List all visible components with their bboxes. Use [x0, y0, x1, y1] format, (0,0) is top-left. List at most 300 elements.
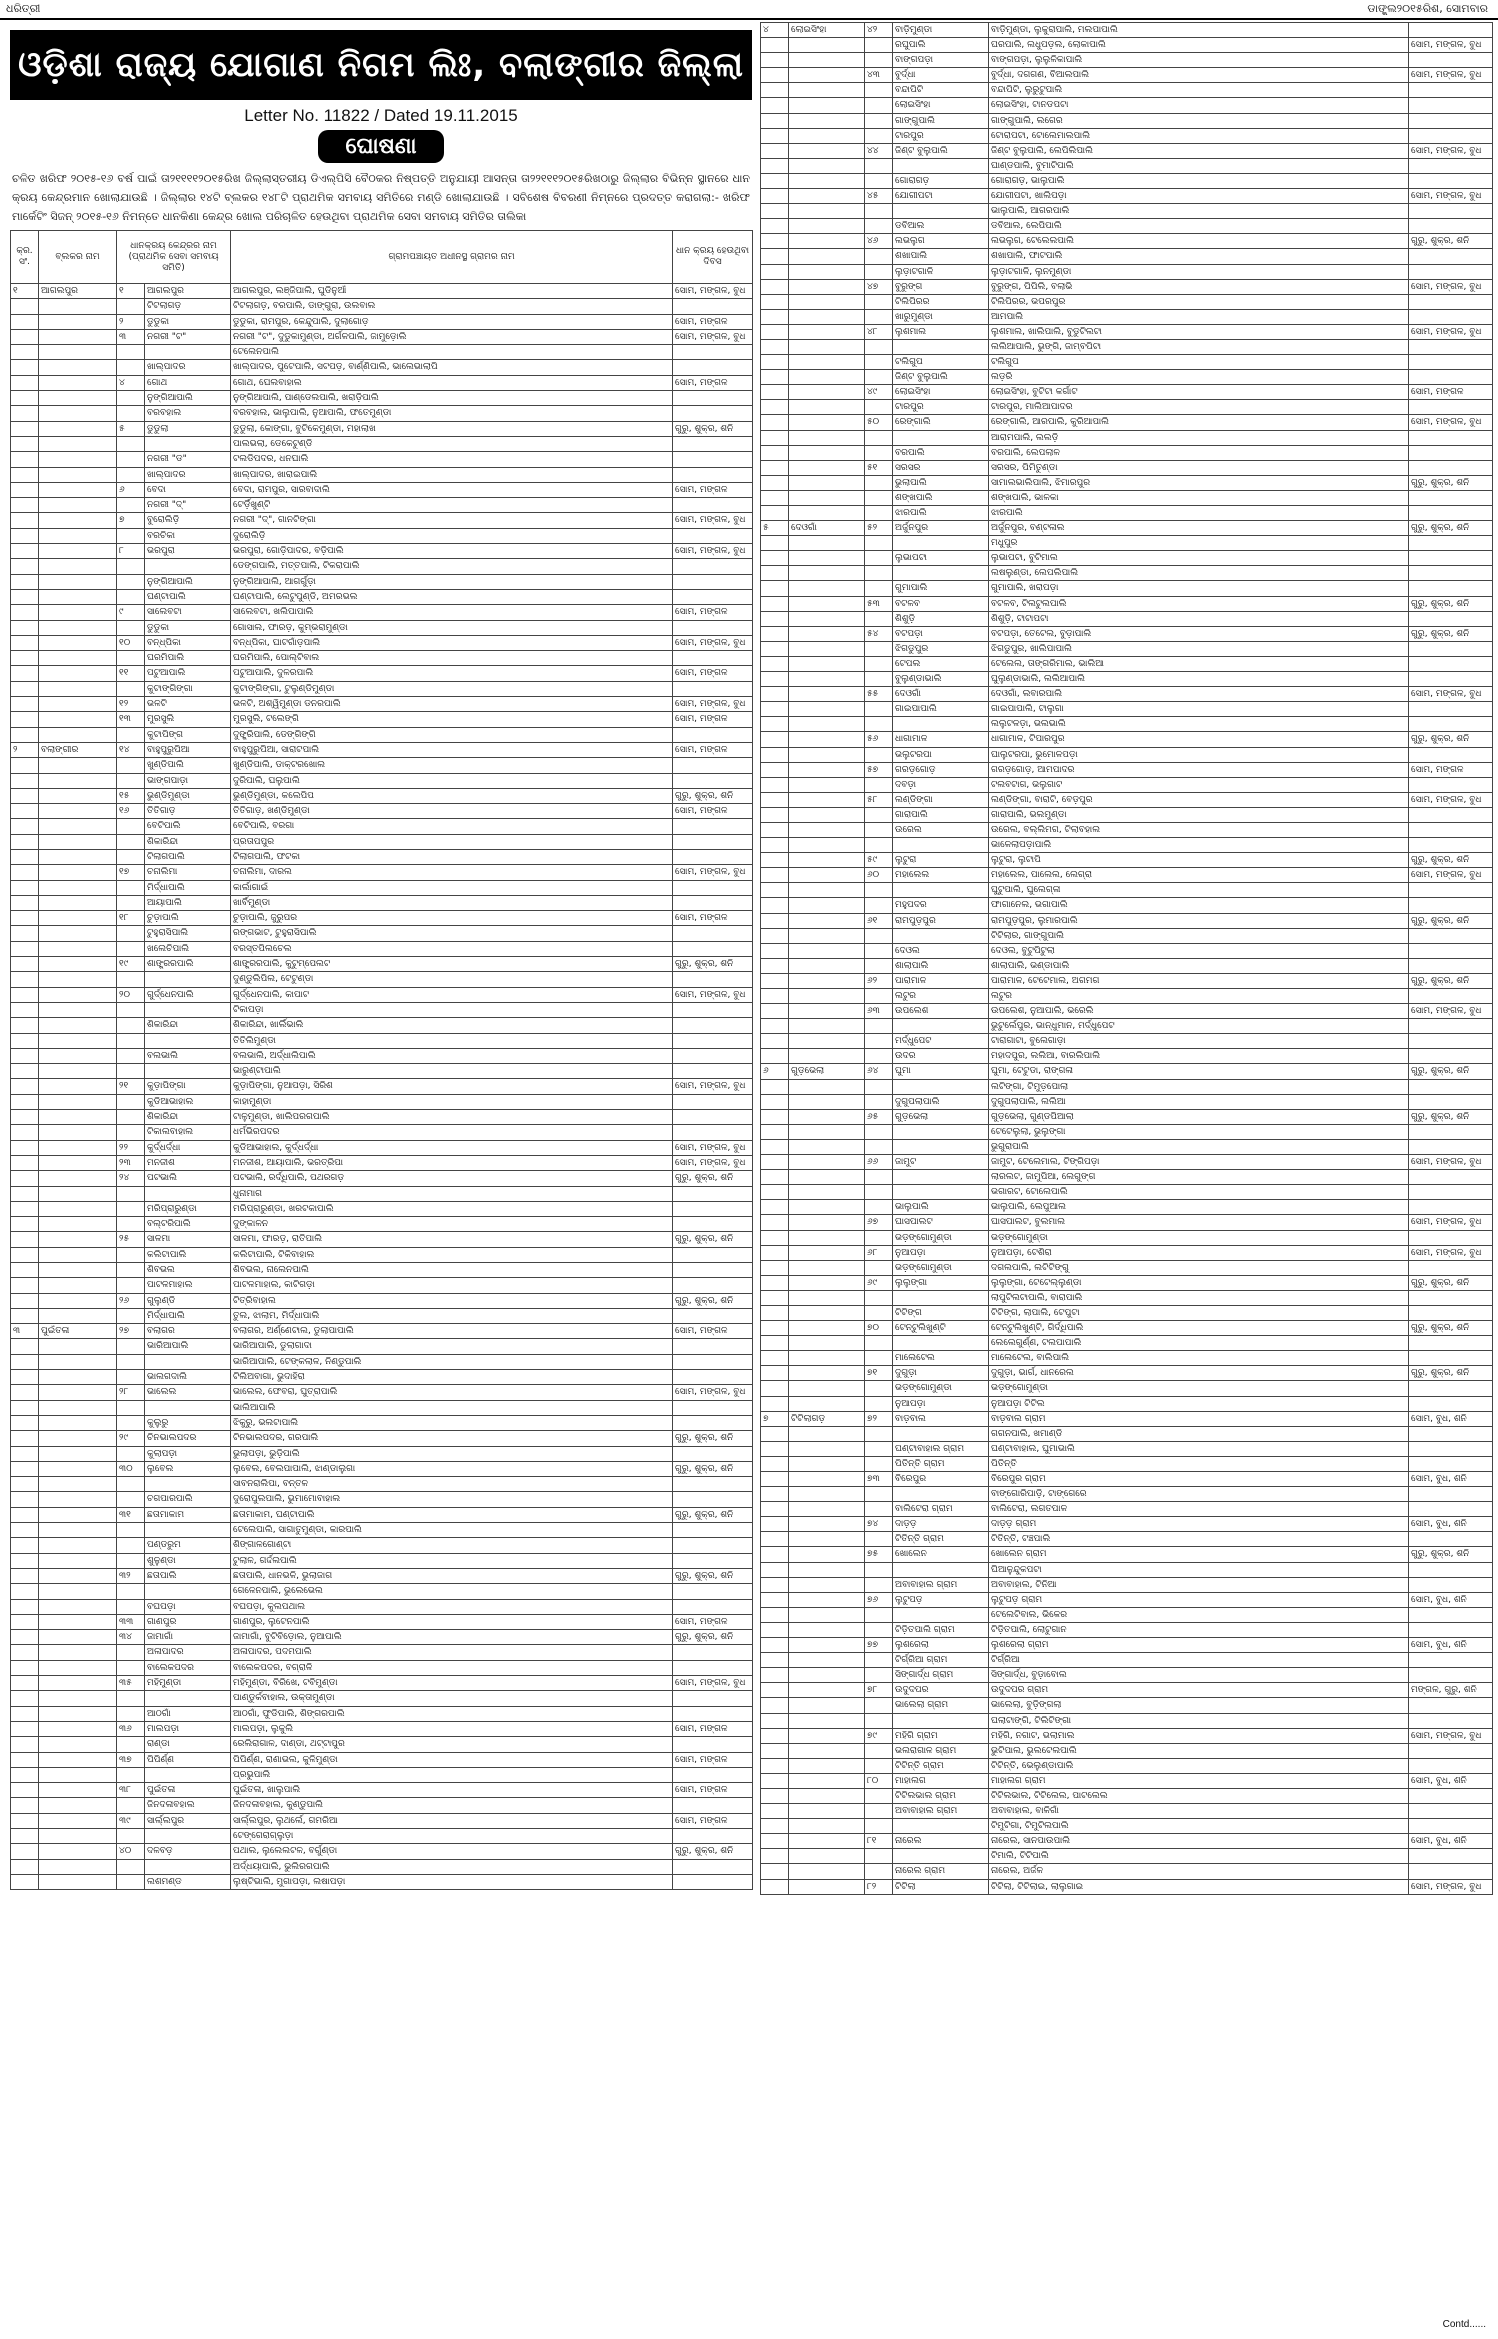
serial-cell [11, 972, 39, 987]
notice-heading: ଘୋଷଣା [318, 130, 445, 163]
block-cell [789, 506, 865, 521]
gp-cell: ବରପାଲି [893, 445, 989, 460]
block-cell [789, 1260, 865, 1275]
serial-cell [761, 38, 789, 53]
villages-cell: ଗାଇପାପାଲି, ଟାଲୁଗା [989, 702, 1409, 717]
block-cell [39, 1308, 117, 1323]
villages-cell: ଖୁଣ୍ଡିପାଲି, ଡାକ୍ଟରଖୋଲ [231, 758, 673, 773]
serial-cell [11, 712, 39, 727]
gp-cell: ଲୁଟୁରା [893, 853, 989, 868]
table-row [11, 574, 753, 589]
days-cell: ଗୁରୁ, ଶୁକ୍ର, ଶନି [673, 1232, 753, 1247]
centre-number-cell [865, 1743, 893, 1758]
gp-cell: ଉପଲେଶ [893, 1004, 989, 1019]
serial-cell [761, 1758, 789, 1773]
table-row [11, 1813, 753, 1828]
serial-cell: ୩ [11, 1324, 39, 1339]
block-cell [789, 822, 865, 837]
gp-cell: ପଟୁଆପାଲି [145, 666, 231, 681]
block-cell [39, 513, 117, 528]
villages-cell: କଲିଟାପାଲି, ଟିକିବାହାଲ [231, 1247, 673, 1262]
days-cell: ସୋମ, ମଙ୍ଗଳ, ବୁଧ [1409, 1155, 1493, 1170]
block-cell [789, 1532, 865, 1547]
table-row [11, 1767, 753, 1782]
days-cell [673, 1048, 753, 1063]
villages-cell: ଦୁଙ୍ଗ୍ରିପାଲି, ଡେଙ୍ଗିଙ୍ଗି [231, 727, 673, 742]
villages-cell: ତିତିଗାଡ଼, ଖଣ୍ଡିମୁଣ୍ଡା [231, 804, 673, 819]
gp-cell: ରେଙ୍ଗାଲି [893, 415, 989, 430]
block-cell [789, 928, 865, 943]
villages-cell: ଗାଙ୍ଗୁପାଲି, ଲଗେର [989, 113, 1409, 128]
days-cell: ଗୁରୁ, ଶୁକ୍ର, ଶନି [1409, 1321, 1493, 1336]
days-cell [673, 834, 753, 849]
gp-cell: ବଲଭାଲି [145, 1048, 231, 1063]
serial-cell [761, 1788, 789, 1803]
villages-cell: ଟେର୍ଡ଼ିଖୁଣ୍ଟି [231, 498, 673, 513]
gp-cell: ବଟପଡ଼ା [893, 626, 989, 641]
centre-number-cell [117, 1263, 145, 1278]
table-row [761, 1230, 1493, 1245]
block-cell [39, 1507, 117, 1522]
table-row [761, 958, 1493, 973]
centre-number-cell [865, 1653, 893, 1668]
days-cell [1409, 445, 1493, 460]
serial-cell [761, 1532, 789, 1547]
centre-number-cell [117, 360, 145, 375]
centre-number-cell [865, 958, 893, 973]
gp-cell: ଟିଡ଼ିତପାଲି ଗ୍ରାମ [893, 1622, 989, 1637]
days-cell [1409, 1456, 1493, 1471]
centre-number-cell [117, 391, 145, 406]
villages-cell: ଟିକାପଡ଼ା [231, 1002, 673, 1017]
days-cell [1409, 611, 1493, 626]
serial-cell [761, 898, 789, 913]
villages-cell: ଭାଲୁପାଲି, ଲେପୁଆଲ [989, 1200, 1409, 1215]
serial-cell [761, 1079, 789, 1094]
days-cell [1409, 822, 1493, 837]
centre-number-cell [865, 1819, 893, 1834]
block-cell [789, 475, 865, 490]
table-row [11, 1064, 753, 1079]
table-row [761, 309, 1493, 324]
centre-number-cell: ୪୯ [865, 385, 893, 400]
centre-number-cell [865, 1788, 893, 1803]
gp-cell: ବରବହାଲ [145, 406, 231, 421]
table-row [11, 1538, 753, 1553]
gp-cell: ଲୁଲୁଙ୍ଗା [893, 1275, 989, 1290]
table-row [11, 1308, 753, 1323]
table-row [761, 1396, 1493, 1411]
villages-cell: ସାଳମା, ଫାରଡ଼, ରାତିପାଲି [231, 1232, 673, 1247]
serial-cell [761, 973, 789, 988]
days-cell [1409, 158, 1493, 173]
villages-cell: ନୁଙ୍ଗିଆପାଲି, ଆଗର୍ଗୁଡ଼ା [231, 574, 673, 589]
block-cell [789, 566, 865, 581]
table-row [11, 1721, 753, 1736]
block-cell [789, 1758, 865, 1773]
serial-cell [761, 1290, 789, 1305]
villages-cell: ଘଲାଟାଙ୍ଗି, ଟିଲିଟିଙ୍ଗା [989, 1713, 1409, 1728]
table-row [11, 1018, 753, 1033]
centre-number-cell [865, 264, 893, 279]
table-row [11, 1492, 753, 1507]
serial-cell [11, 1048, 39, 1063]
centre-number-cell [865, 1849, 893, 1864]
days-cell: ଗୁରୁ, ଶୁକ୍ର, ଶନି [673, 421, 753, 436]
villages-cell: ବୁର୍ଦ୍ଧା, ଦଗଗଣ, ବିଆଲପାଲି [989, 68, 1409, 83]
centre-number-cell: ୬୯ [865, 1275, 893, 1290]
serial-cell [761, 355, 789, 370]
gp-cell [145, 1354, 231, 1369]
serial-cell [11, 1630, 39, 1645]
block-cell [39, 987, 117, 1002]
centre-number-cell [117, 559, 145, 574]
gp-cell: ଗରଡ଼ଗୋଡ଼ [893, 762, 989, 777]
days-cell [673, 1400, 753, 1415]
block-cell [789, 777, 865, 792]
centre-number-cell [117, 834, 145, 849]
centre-number-cell: ୫୧ [865, 460, 893, 475]
centre-number-cell: ୬୮ [865, 1245, 893, 1260]
days-cell [1409, 928, 1493, 943]
col-header-block: ବ୍ଲକର ନାମ [39, 231, 117, 284]
villages-cell: ରଙ୍ଗଭାଟ, ଟୁହୁରାସିପାଲି [231, 926, 673, 941]
serial-cell [761, 838, 789, 853]
table-row [11, 941, 753, 956]
centre-number-cell: ୩୫ [117, 1676, 145, 1691]
gp-cell: ବନ୍ଧ୍‌ପିକା [145, 635, 231, 650]
gp-cell: ଚିନଭାଲପଦର [145, 1431, 231, 1446]
villages-cell: ବରବହାଲ, ଭାଲୁପାଲି, ନୁଆପାଲି, ଫତେମୁଣ୍ଡା [231, 406, 673, 421]
serial-cell [11, 513, 39, 528]
villages-cell: ରେଙ୍ଗାଲି, ଆରପାଲି, କୁରିଆପାଲି [989, 415, 1409, 430]
serial-cell [11, 1415, 39, 1430]
table-row [11, 1415, 753, 1430]
gp-cell: ଲୁଭାପଟା [893, 551, 989, 566]
block-cell [39, 360, 117, 375]
table-row [11, 1232, 753, 1247]
gp-cell: ବୁରୁଙ୍ଗ [893, 279, 989, 294]
block-cell [39, 1048, 117, 1063]
gp-cell [893, 1849, 989, 1864]
days-cell [673, 1278, 753, 1293]
centre-number-cell [117, 926, 145, 941]
serial-cell [11, 1553, 39, 1568]
gp-cell: ଉଦର [893, 1049, 989, 1064]
centre-number-cell: ୬୭ [865, 1215, 893, 1230]
days-cell [673, 1002, 753, 1017]
serial-cell: ୧ [11, 284, 39, 299]
block-cell [39, 1523, 117, 1538]
gp-cell: ଟିଟିଲା [893, 1879, 989, 1894]
villages-cell: ଭୁଣ୍ଡିମୁଣ୍ଡା, କଲେପିପ [231, 788, 673, 803]
block-cell [789, 189, 865, 204]
villages-cell: ବଟପଡ଼ା, ତେଟେଲ, ବୁଡ଼ାପାଲି [989, 626, 1409, 641]
block-cell [789, 339, 865, 354]
villages-cell: ଡୁଡୁକା, ରାମପୁର, କେନ୍ଦୁପାଲି, ଦୁଲାଗୋଡ଼ [231, 314, 673, 329]
serial-cell [761, 1683, 789, 1698]
centre-number-cell: ୭୮ [865, 1683, 893, 1698]
centre-number-cell [117, 1094, 145, 1109]
villages-cell: ଘରପାଲି, ଲଧୁପଡ଼ଲ, ଲୋକାପାଲି [989, 38, 1409, 53]
serial-cell [11, 1033, 39, 1048]
centre-number-cell [117, 1415, 145, 1430]
serial-cell [11, 651, 39, 666]
block-cell [39, 1033, 117, 1048]
gp-cell: ଆଗଲପୁର [145, 284, 231, 299]
table-row [761, 355, 1493, 370]
block-cell [789, 1004, 865, 1019]
villages-cell: ସାବନରାଲିପା, ବନ୍ତଳ [231, 1477, 673, 1492]
serial-cell [761, 762, 789, 777]
gp-cell: ଗୁଡ଼ଭେଲା [893, 1109, 989, 1124]
block-cell [789, 1849, 865, 1864]
table-row [11, 620, 753, 635]
serial-cell [11, 957, 39, 972]
days-cell [1409, 1185, 1493, 1200]
gp-cell: ମିର୍ଦ୍ଧାପାଲି [145, 1308, 231, 1323]
table-row [761, 1185, 1493, 1200]
centre-number-cell [117, 620, 145, 635]
block-cell [789, 1336, 865, 1351]
table-row [761, 113, 1493, 128]
serial-cell [761, 777, 789, 792]
centre-number-cell [865, 204, 893, 219]
block-cell [789, 838, 865, 853]
centre-number-cell [865, 173, 893, 188]
serial-cell [11, 727, 39, 742]
days-cell: ସୋମ, ମଙ୍ଗଳ, ବୁଧ [673, 1385, 753, 1400]
gp-cell: ମହୁପଦର [893, 898, 989, 913]
gp-cell: ଟିଲିପିରର [893, 294, 989, 309]
table-row [11, 391, 753, 406]
gp-cell: ନାରେଲ ଗ୍ରାମ [893, 1864, 989, 1879]
block-cell [789, 868, 865, 883]
table-row [11, 329, 753, 344]
block-cell [789, 1441, 865, 1456]
gp-cell: ଟାରପୁର [893, 128, 989, 143]
centre-number-cell [117, 1110, 145, 1125]
centre-number-cell [865, 370, 893, 385]
serial-cell [11, 299, 39, 314]
serial-cell [11, 391, 39, 406]
table-row [11, 666, 753, 681]
serial-cell [761, 1849, 789, 1864]
block-cell [39, 1844, 117, 1859]
table-row [11, 758, 753, 773]
gp-cell: ଟଲିଗୁପ [893, 355, 989, 370]
centre-number-cell [117, 1278, 145, 1293]
block-cell [789, 1683, 865, 1698]
table-row [761, 732, 1493, 747]
gp-cell: ରାମପୁଡ଼ପୁର [893, 913, 989, 928]
serial-cell [761, 1653, 789, 1668]
gp-cell: ସରସର [893, 460, 989, 475]
serial-cell [11, 1308, 39, 1323]
serial-cell [11, 1599, 39, 1614]
gp-cell [145, 1691, 231, 1706]
days-cell [673, 1247, 753, 1262]
centre-number-cell [117, 1201, 145, 1216]
table-row [11, 697, 753, 712]
days-cell [673, 819, 753, 834]
centre-number-cell [865, 355, 893, 370]
centre-number-cell: ୨ [117, 314, 145, 329]
days-cell: ସୋମ, ମଙ୍ଗଳ [673, 314, 753, 329]
table-row [761, 1562, 1493, 1577]
days-cell [1409, 1487, 1493, 1502]
block-cell [789, 747, 865, 762]
table-row [761, 1517, 1493, 1532]
serial-cell [761, 1577, 789, 1592]
block-cell [789, 1834, 865, 1849]
days-cell: ସୋମ, ମଙ୍ଗଳ [1409, 762, 1493, 777]
gp-cell: ବନ୍ଦାପିଟି [893, 83, 989, 98]
col-header-serial: କ୍ର. ସଂ. [11, 231, 39, 284]
centre-number-cell [865, 219, 893, 234]
centre-number-cell: ୪୫ [865, 189, 893, 204]
serial-cell [761, 656, 789, 671]
table-row [761, 23, 1493, 38]
villages-cell: ଖାଲ୍ପାଦର, ପୁଟେପାଲି, ସଟପଡ଼, ବାର୍ଣ୍ଣିପାଲି, ଭାଲେଭାଲାପି [231, 360, 673, 375]
table-row [11, 1048, 753, 1063]
table-row [761, 1290, 1493, 1305]
villages-cell: ଟିଟିଲା, ଟିଟିଲାଇ, ଲାଲୁଗାଇ [989, 1879, 1409, 1894]
villages-cell: ଭାରିଆପାଲି, ଟେଙ୍କଲାଳ, ନିଣ୍ଡୁପାଲି [231, 1354, 673, 1369]
days-cell [1409, 1034, 1493, 1049]
days-cell: ସୋମ, ମଙ୍ଗଳ, ବୁଧ [1409, 143, 1493, 158]
block-cell [39, 1599, 117, 1614]
centre-number-cell: ୮୨ [865, 1879, 893, 1894]
table-row [761, 1064, 1493, 1079]
days-cell: ସୋମ, ମଙ୍ଗଳ, ବୁଧ [673, 544, 753, 559]
days-cell [1409, 1698, 1493, 1713]
villages-cell: ଲଲିଆପାଲି, ଭୁଙ୍ଗି, ଜାମ୍ବପିଟା [989, 339, 1409, 354]
gp-cell: ଟିଟଲାଗଡ଼ [145, 299, 231, 314]
days-cell [673, 1446, 753, 1461]
centre-number-cell [865, 1260, 893, 1275]
table-row [761, 883, 1493, 898]
serial-cell [11, 1094, 39, 1109]
days-cell: ସୋମ, ମଙ୍ଗଳ, ବୁଧ [1409, 1879, 1493, 1894]
block-cell [789, 1049, 865, 1064]
block-cell [39, 1293, 117, 1308]
days-cell [673, 467, 753, 482]
gp-cell [893, 1185, 989, 1200]
centre-number-cell [865, 611, 893, 626]
gp-cell [893, 1336, 989, 1351]
block-cell [39, 712, 117, 727]
serial-cell [761, 1864, 789, 1879]
days-cell [1409, 1351, 1493, 1366]
centre-number-cell [117, 651, 145, 666]
centre-number-cell: ୭୯ [865, 1728, 893, 1743]
block-cell [789, 1592, 865, 1607]
centre-number-cell [117, 1477, 145, 1492]
block-cell [789, 611, 865, 626]
block-cell [789, 943, 865, 958]
serial-cell [11, 865, 39, 880]
villages-cell: ବଘପଡ଼ା, କୁଲପଥାଲ [231, 1599, 673, 1614]
table-row [761, 838, 1493, 853]
villages-cell: ଗୁର୍ଦ୍ଧେନପାଲି, କାପାଟ [231, 987, 673, 1002]
serial-cell [11, 620, 39, 635]
block-cell [789, 234, 865, 249]
centre-number-cell: ୩୯ [117, 1813, 145, 1828]
villages-cell: ଆମପାଲି [989, 309, 1409, 324]
days-cell: ସୋମ, ମଙ୍ଗଳ [673, 712, 753, 727]
block-cell [789, 1185, 865, 1200]
days-cell [673, 926, 753, 941]
serial-cell [11, 911, 39, 926]
gp-cell: ଶିଶୁଡ଼ି [893, 611, 989, 626]
villages-cell: ଶିବଭଲ, ନାଲେନପାଲି [231, 1263, 673, 1278]
centre-number-cell [865, 838, 893, 853]
block-cell [39, 1094, 117, 1109]
table-row [11, 1737, 753, 1752]
villages-cell: କୁଡିଆଭାହାଲ, କୁର୍ଦ୍ଧର୍ଦ୍ଧା [231, 1140, 673, 1155]
table-row [761, 702, 1493, 717]
gp-cell: ପିତିନ୍ତି ଗ୍ରାମ [893, 1456, 989, 1471]
serial-cell [761, 234, 789, 249]
serial-cell [761, 430, 789, 445]
villages-cell: ପାଟଳମାହାଲ, କାଟିଗଡ଼ା [231, 1278, 673, 1293]
villages-cell: ଉଦୁଦପର ଗ୍ରାମ [989, 1683, 1409, 1698]
table-row [761, 1758, 1493, 1773]
centre-number-cell [865, 551, 893, 566]
villages-cell: ଅବାବାହାଲ, ଟିନିଆ [989, 1577, 1409, 1592]
villages-cell: ଦାଡ଼ଡ଼ ଗ୍ରାମ [989, 1517, 1409, 1532]
centre-number-cell [865, 1034, 893, 1049]
days-cell [1409, 943, 1493, 958]
table-row [11, 865, 753, 880]
centre-number-cell [865, 943, 893, 958]
villages-cell: ଛତାମାକାମ, ଘଣ୍ଟାପାଲି [231, 1507, 673, 1522]
villages-cell: ମାଲପଡ଼ା, ଲୁକୁଲି [231, 1721, 673, 1736]
block-cell [789, 1381, 865, 1396]
centre-number-cell [865, 294, 893, 309]
table-row [761, 1336, 1493, 1351]
table-row [11, 895, 753, 910]
villages-cell: ଲଲୁଟଳଡ଼ା, ଭଲଭାଲି [989, 717, 1409, 732]
block-cell [39, 1859, 117, 1874]
days-cell: ସୋମ, ମଙ୍ଗଳ [673, 1324, 753, 1339]
centre-number-cell [117, 1645, 145, 1660]
villages-cell: ଭରପୁରା, ଗୋଡ଼ିପାଦର, ବଡ଼ିପାଲି [231, 544, 673, 559]
centre-number-cell [117, 1033, 145, 1048]
centre-number-cell: ୧୭ [117, 865, 145, 880]
block-cell [39, 880, 117, 895]
table-row [761, 1200, 1493, 1215]
table-row [11, 1553, 753, 1568]
block-cell [39, 1691, 117, 1706]
block-cell [39, 1415, 117, 1430]
serial-cell [761, 385, 789, 400]
centre-number-cell: ୧୩ [117, 712, 145, 727]
table-row [761, 1381, 1493, 1396]
serial-cell [11, 819, 39, 834]
villages-cell: ଟେଲେଟିବାଲ, ଭିକେର [989, 1607, 1409, 1622]
days-cell [673, 1874, 753, 1889]
table-row [11, 1247, 753, 1262]
centre-number-cell: ୮୧ [865, 1834, 893, 1849]
days-cell: ସୋମ, ମଙ୍ଗଳ, ବୁଧ [673, 1140, 753, 1155]
centre-number-cell: ୨୮ [117, 1385, 145, 1400]
block-cell [39, 559, 117, 574]
serial-cell [11, 666, 39, 681]
centre-number-cell [117, 1706, 145, 1721]
days-cell [673, 1737, 753, 1752]
